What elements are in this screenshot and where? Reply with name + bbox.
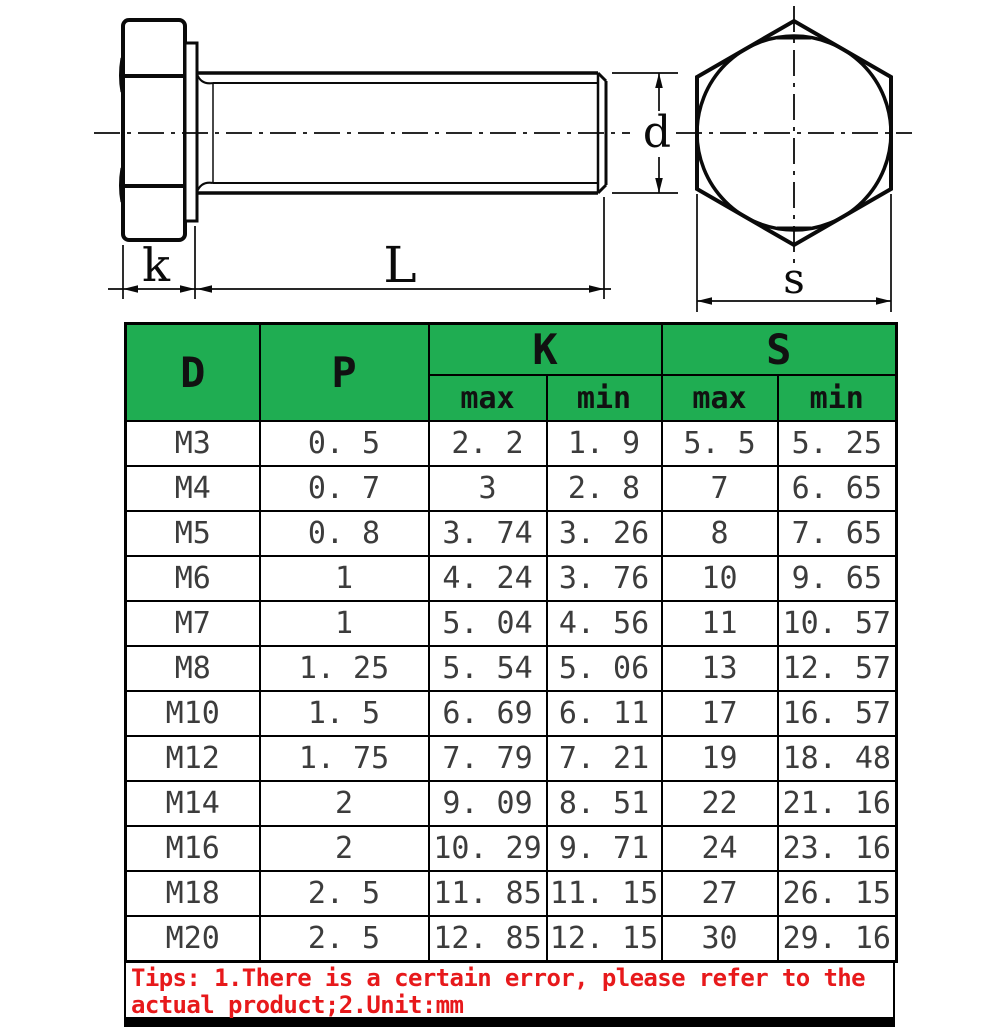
tips-line-2: actual product;2.Unit:mm xyxy=(131,991,464,1019)
bottom-border-bar xyxy=(124,1019,895,1027)
spec-table-cell: 30 xyxy=(662,916,778,962)
head-chamfer-arc-top xyxy=(121,58,123,92)
spec-table-row xyxy=(126,871,897,916)
spec-table-cell: 3 xyxy=(429,466,547,511)
spec-table-cell: 23. 16 xyxy=(778,826,897,871)
spec-table-cell: M4 xyxy=(126,466,260,511)
spec-table-cell: 24 xyxy=(662,826,778,871)
spec-table-cell: 19 xyxy=(662,736,778,781)
spec-table-cell: 1. 5 xyxy=(260,691,429,736)
spec-table-cell: M6 xyxy=(126,556,260,601)
header-k-min: min xyxy=(547,375,662,421)
spec-table-cell: 0. 5 xyxy=(260,421,429,466)
spec-table-cell: 9. 65 xyxy=(778,556,897,601)
spec-table-cell: 26. 15 xyxy=(778,871,897,916)
arrow-s-left xyxy=(697,297,712,305)
spec-table-row xyxy=(126,916,897,962)
arrow-d-bottom xyxy=(655,178,663,193)
spec-table-cell: 11. 85 xyxy=(429,871,547,916)
spec-table-cell: 10 xyxy=(662,556,778,601)
spec-table-cell: 1 xyxy=(260,601,429,646)
dim-label-k: k xyxy=(142,238,170,292)
arrow-l-right xyxy=(589,285,604,293)
bolt-spec-table xyxy=(124,322,898,963)
spec-table-row xyxy=(126,466,897,511)
header-s-min: min xyxy=(778,375,897,421)
spec-table-cell: M12 xyxy=(126,736,260,781)
spec-table-cell: M3 xyxy=(126,421,260,466)
spec-table-cell: 6. 65 xyxy=(778,466,897,511)
tips-line-1: Tips: 1.There is a certain error, please refer to the xyxy=(131,964,866,992)
spec-table-cell: M16 xyxy=(126,826,260,871)
bolt-head-side-view xyxy=(123,20,185,240)
spec-table-cell: 5. 5 xyxy=(662,421,778,466)
spec-table-cell: 2. 8 xyxy=(547,466,662,511)
spec-table-cell: 5. 25 xyxy=(778,421,897,466)
arrow-l-left xyxy=(197,285,212,293)
spec-table-cell: 3. 76 xyxy=(547,556,662,601)
arrow-d-top xyxy=(655,73,663,88)
arrow-k-left xyxy=(123,285,138,293)
spec-table-cell: 6. 69 xyxy=(429,691,547,736)
spec-table-cell: 2. 5 xyxy=(260,916,429,962)
header-col-d: D xyxy=(126,324,260,422)
spec-table-cell: 5. 54 xyxy=(429,646,547,691)
spec-table-cell: 5. 04 xyxy=(429,601,547,646)
header-k-max: max xyxy=(429,375,547,421)
spec-table-row xyxy=(126,736,897,781)
arrow-s-right xyxy=(876,297,891,305)
spec-table-cell: 3. 74 xyxy=(429,511,547,556)
spec-table-cell: M7 xyxy=(126,601,260,646)
spec-table-cell: 10. 57 xyxy=(778,601,897,646)
dim-label-d: d xyxy=(642,107,672,158)
header-group-k: K xyxy=(429,324,662,376)
spec-table-cell: 12. 85 xyxy=(429,916,547,962)
spec-table-row xyxy=(126,691,897,736)
spec-table-row xyxy=(126,826,897,871)
spec-table-cell: 13 xyxy=(662,646,778,691)
spec-table-header xyxy=(126,324,897,422)
spec-table-cell: 11. 15 xyxy=(547,871,662,916)
spec-table-cell: 0. 7 xyxy=(260,466,429,511)
tips-note xyxy=(124,963,895,1019)
bolt-technical-drawing xyxy=(0,0,1000,320)
spec-table-cell: 2. 2 xyxy=(429,421,547,466)
spec-table-cell: 9. 09 xyxy=(429,781,547,826)
header-s-max: max xyxy=(662,375,778,421)
head-chamfer-arc-bottom xyxy=(121,168,123,202)
spec-table-cell: M10 xyxy=(126,691,260,736)
spec-table-cell: 29. 16 xyxy=(778,916,897,962)
spec-table-cell: 12. 15 xyxy=(547,916,662,962)
header-group-s: S xyxy=(662,324,897,376)
spec-table-cell: M20 xyxy=(126,916,260,962)
spec-table-cell: M14 xyxy=(126,781,260,826)
spec-table-cell: 16. 57 xyxy=(778,691,897,736)
spec-table-cell: 6. 11 xyxy=(547,691,662,736)
spec-table-body xyxy=(126,421,897,962)
spec-table-cell: 1. 9 xyxy=(547,421,662,466)
header-col-p: P xyxy=(260,324,429,422)
spec-table-row xyxy=(126,556,897,601)
spec-table-cell: 3. 26 xyxy=(547,511,662,556)
spec-table-cell: 11 xyxy=(662,601,778,646)
spec-table-cell: 21. 16 xyxy=(778,781,897,826)
dim-label-l: L xyxy=(383,236,417,294)
spec-table-row xyxy=(126,781,897,826)
spec-table-cell: 12. 57 xyxy=(778,646,897,691)
spec-table-cell: 18. 48 xyxy=(778,736,897,781)
spec-table-cell: 9. 71 xyxy=(547,826,662,871)
spec-table-row xyxy=(126,601,897,646)
spec-table-cell: M8 xyxy=(126,646,260,691)
dim-label-s: s xyxy=(783,254,805,303)
spec-table-row xyxy=(126,511,897,556)
spec-table-row xyxy=(126,421,897,466)
spec-table-cell: 4. 56 xyxy=(547,601,662,646)
spec-table-cell: 8 xyxy=(662,511,778,556)
spec-table-cell: 7. 21 xyxy=(547,736,662,781)
spec-table-cell: 1. 75 xyxy=(260,736,429,781)
spec-table-row xyxy=(126,646,897,691)
spec-table-cell: M18 xyxy=(126,871,260,916)
thread-runout-arc-bottom xyxy=(197,183,213,192)
spec-table-cell: 8. 51 xyxy=(547,781,662,826)
washer-face xyxy=(185,43,197,221)
spec-table-cell: M5 xyxy=(126,511,260,556)
spec-table-cell: 4. 24 xyxy=(429,556,547,601)
spec-table-cell: 22 xyxy=(662,781,778,826)
arrow-k-right xyxy=(180,285,195,293)
spec-table-cell: 2 xyxy=(260,826,429,871)
spec-table-cell: 2 xyxy=(260,781,429,826)
spec-table-cell: 2. 5 xyxy=(260,871,429,916)
spec-table-cell: 1. 25 xyxy=(260,646,429,691)
spec-table-cell: 1 xyxy=(260,556,429,601)
spec-table-cell: 10. 29 xyxy=(429,826,547,871)
spec-table-cell: 5. 06 xyxy=(547,646,662,691)
spec-table-cell: 7. 65 xyxy=(778,511,897,556)
spec-table-cell: 7 xyxy=(662,466,778,511)
spec-table-cell: 7. 79 xyxy=(429,736,547,781)
spec-table-cell: 0. 8 xyxy=(260,511,429,556)
spec-table-cell: 27 xyxy=(662,871,778,916)
thread-runout-arc-top xyxy=(197,74,213,83)
spec-table-cell: 17 xyxy=(662,691,778,736)
